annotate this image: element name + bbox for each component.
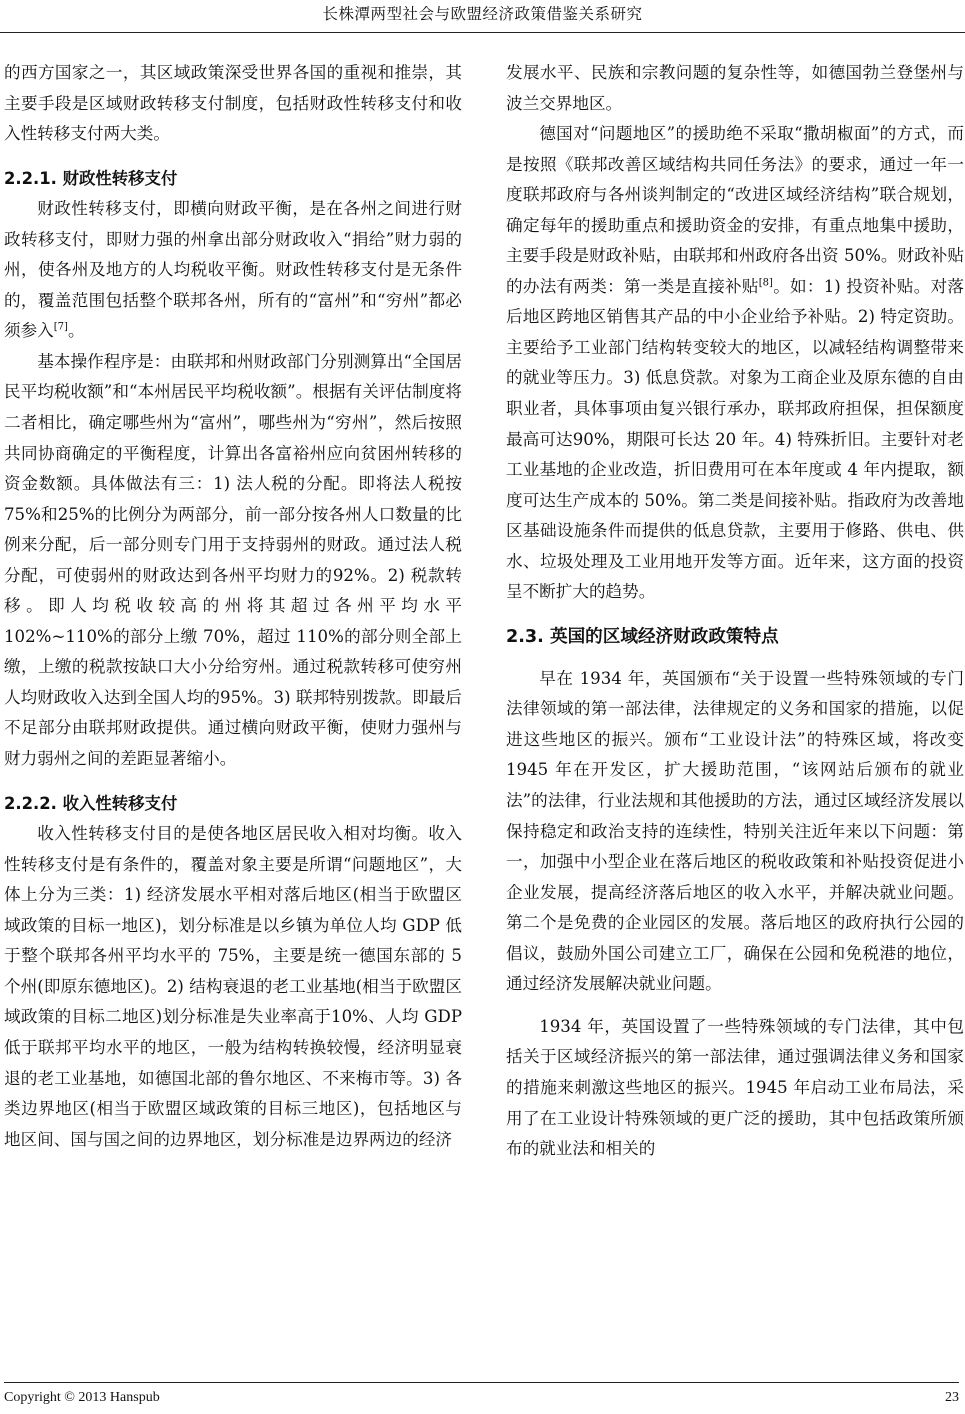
section-2-2-1-paragraph-2: 基本操作程序是：由联邦和州财政部门分别测算出“全国居民平均税收额”和“本州居民平均税收额”。根据有关评估制度将二者相比，确定哪些州为“富州”，哪些州为“穷州”，然后按照共同协商确定的平衡程度，计算出各富裕州应向贫困州转移的资金数额。具体做法有三：1) 法人税的分配。即将法人税按75%和25%的比例分为两部分，前一部分按各州人口数量的比例来分配，后一部分则专门用于支持弱州的财政。通过法人税分配，可使弱州的财政达到各州平均财力的92%。2) 税款转移。即人均税收较高的州将其超过各州平均水平 102%~110%的部分上缴 70%，超过 110%的部分则全部上缴，上缴的税款按缺口大小分给穷州。通过税款转移可使穷州人均财政收入达到全国人均的95%。3) 联邦特别拨款。即最后不足部分由联邦财政提供。通过横向财政平衡，使财力强州与财力弱州之间的差距显著缩小。 [4, 351, 462, 769]
section-2-2-2-paragraph-1: 收入性转移支付目的是使各地区居民收入相对均衡。收入性转移支付是有条件的，覆盖对象主要是所谓“问题地区”，大体上分为三类：1) 经济发展水平相对落后地区(相当于欧盟区域政策的目标一地区)，划分标准是以乡镇为单位人均 GDP 低于整个联邦各州平均水平的 75%，主要是统一德国东部的 5 个州(即原东德地区)。2) 结构衰退的老工业基地(相当于欧盟区域政策的目标二地区)划分标准是失业率高于10%、人均 GDP 低于联邦平均水平的地区，一般为结构转换较慢，经济明显衰退的老工业基地，如德国北部的鲁尔地区、不来梅市等。3) 各类边界地区(相当于欧盟区域政策的目标三地区)，包括地区与地区间、国与国之间的边界地区，划分标准是边界两边的经济 [4, 824, 462, 1149]
copyright-notice: Copyright © 2013 Hanspub [4, 1390, 160, 1405]
paragraph-end: 。 [67, 321, 85, 341]
citation-ref[interactable]: [8] [758, 277, 773, 289]
page-footer [4, 1382, 959, 1405]
continued-paragraph: 发展水平、民族和宗教问题的复杂性等，如德国勃兰登堡州与波兰交界地区。 [506, 63, 964, 113]
citation-ref[interactable]: [7] [53, 321, 68, 333]
left-column [4, 58, 462, 1155]
paragraph-end: 。如：1) 投资补贴。对落后地区跨地区销售其产品的中小企业给予补贴。2) 特定资助。主要给予工业部门结构转变较大的地区，以减轻结构调整带来的就业等压力。3) 低息贷款。对象为工商企业及原东德的自由职业者，具体事项由复兴银行承办，联邦政府担保，担保额度最高可达90%，期限可长达 20 年。4) 特殊折旧。主要针对老工业基地的企业改造，折旧费用可在本年度或 4 年内提取，额度可达生产成本的 50%。第二类是间接补贴。指政府为改善地区基础设施条件而提供的低息贷款，主要用于修路、供电、供水、垃圾处理及工业用地开发等方面。近年来，这方面的投资呈不断扩大的趋势。 [506, 276, 965, 602]
section-2-2-2-heading: 2.2.2. 收入性转移支付 [4, 793, 178, 813]
right-column [506, 58, 964, 1165]
running-head [0, 0, 965, 33]
section-2-3-paragraph-1: 早在 1934 年，英国颁布“关于设置一些特殊领域的专门法律领域的第一部法律，法律规定的义务和国家的措施，以促进这些地区的振兴。颁布“工业设计法”的特殊区域，将改变 1945 年在开发区，扩大援助范围，“该网站后颁布的就业法”的法律，行业法规和其他援助的方法，通过区域经济发展以保持稳定和政治支持的连续性，特别关注近年来以下问题：第一，加强中小型企业在落后地区的税收政策和补贴投资促进小企业发展，提高经济落后地区的收入水平，并解决就业问题。第二个是免费的企业园区的发展。落后地区的政府执行公园的倡议，鼓励外国公司建立工厂，确保在公园和免税港的地位，通过经济发展解决就业问题。 [506, 668, 964, 994]
section-2-2-1-paragraph-1 [4, 194, 462, 347]
section-2-3-paragraph-2: 1934 年，英国设置了一些特殊领域的专门法律，其中包括关于区域经济振兴的第一部法律，通过强调法律义务和国家的措施来刺激这些地区的振兴。1945 年启动工业布局法，采用了在工业设计特殊领域的更广泛的援助，其中包括政策所颁布的就业法和相关的 [506, 1016, 964, 1159]
paragraph-text: 德国对“问题地区”的援助绝不采取“撒胡椒面”的方式，而是按照《联邦改善区域结构共同任务法》的要求，通过一年一度联邦政府与各州谈判制定的“改进区域经济结构”联合规划，确定每年的援助重点和援助资金的安排，有重点地集中援助，主要手段是财政补贴，由联邦和州政府各出资 50%。财政补贴的办法有两类：第一类是直接补贴 [506, 124, 964, 296]
page-number: 23 [945, 1390, 959, 1405]
intro-paragraph: 的西方国家之一，其区域政策深受世界各国的重视和推崇，其主要手段是区域财政转移支付制度，包括财政性转移支付和收入性转移支付两大类。 [4, 63, 462, 144]
section-2-3-heading: 2.3. 英国的区域经济财政政策特点 [506, 626, 779, 647]
paragraph-text: 财政性转移支付，即横向财政平衡，是在各州之间进行财政转移支付，即财力强的州拿出部分财政收入“捐给”财力弱的州，使各州及地方的人均税收平衡。财政性转移支付是无条件的，覆盖范围包括整个联邦各州，所有的“富州”和“穷州”都必须参入 [4, 199, 462, 341]
section-2-2-1-heading: 2.2.1. 财政性转移支付 [4, 168, 178, 188]
germany-aid-paragraph [506, 119, 964, 608]
paragraph-spacer [506, 1000, 964, 1012]
running-title: 长株潭两型社会与欧盟经济政策借鉴关系研究 [322, 5, 643, 23]
